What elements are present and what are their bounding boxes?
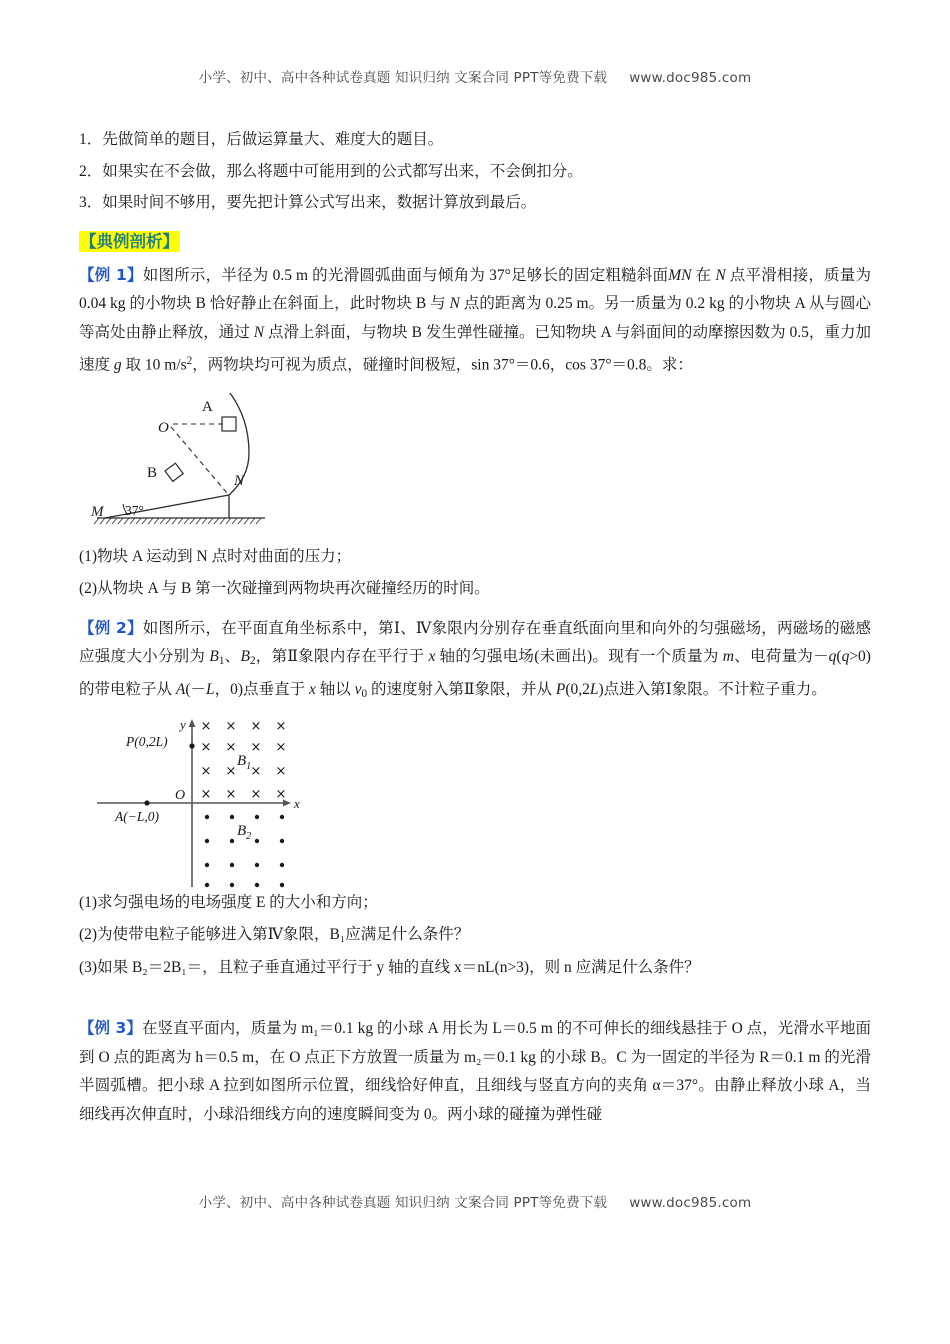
example2-question-1: (1)求匀强电场的电场强度 E 的大小和方向； — [79, 893, 378, 911]
tip-number-2: 2． — [79, 162, 103, 180]
label-B2: $B_2$ — [237, 822, 252, 842]
example2-tag: 【例 2】 — [79, 618, 143, 637]
example2-body-3: ，第Ⅱ象限内存在平行于 — [255, 648, 429, 666]
example1-body-7: ，两物块均可视为质点，碰撞时间极短，sin 37°＝0.6，cos 37°＝0.8。求： — [192, 356, 693, 374]
example2-question-3 — [79, 960, 871, 976]
svg-text:×: × — [275, 786, 287, 802]
svg-text:×: × — [275, 739, 287, 755]
example2-body-1: 如图所示，在平面直角坐标系中，第Ⅰ、Ⅳ象限内分别存在垂直纸面向里和向外的匀强磁场，两磁场的磁感应强度大小分别为 — [79, 619, 871, 666]
example2-B2: B — [240, 648, 250, 666]
tip-number-3: 3． — [79, 194, 103, 211]
example2-body-7: >0)的带电粒子从 — [79, 648, 871, 698]
example2-body-11: 的速度射入第Ⅱ象限，并从 — [367, 680, 556, 698]
figure-incline-arc-svg — [79, 391, 399, 543]
example2-body-9: ，0)点垂直于 — [214, 680, 309, 698]
point-A-label: A(−L,0) — [115, 808, 159, 824]
example2-L: L — [206, 680, 215, 698]
tip-line-1 — [79, 132, 871, 148]
footer-watermark-url: www.doc985.com — [629, 1195, 752, 1211]
label-A: A — [202, 398, 213, 415]
tip-number-1: 1． — [79, 131, 103, 148]
section-title-typical-analysis: 【典例剖析】 — [80, 231, 179, 251]
example2-B2-sub: 2 — [249, 655, 256, 668]
example1-body-2: 在 — [691, 266, 716, 284]
label-N: N — [234, 472, 245, 489]
example1-question-2: (2)从物块 A 与 B 第一次碰撞到两物块再次碰撞经历的时间。 — [79, 580, 490, 598]
svg-text:×: × — [225, 786, 237, 802]
example1-n1: N — [715, 266, 726, 284]
point-P-label: P(0,2L) — [126, 733, 168, 749]
tip-line-2 — [79, 164, 871, 180]
ground-hatching — [94, 518, 261, 524]
footer-watermark — [0, 1191, 950, 1211]
example3-body: 在竖直平面内，质量为 m₁＝0.1 kg 的小球 A 用长为 L＝0.5 m 的不可伸长的细线悬挂于 O 点，光滑水平地面到 O 点的距离为 h＝0.5 m，在 O 点正下方放置一质量为 m₂＝0.1 kg 的小球 B。C 为一固定的半径为 R＝0.1 m 的光滑半圆弧槽。把小球 A 拉到如图所示位置，细线恰好伸直，且细线与竖直方向的夹角 α＝37°。由静止释放小球 A，当细线再次伸直时，小球沿细线方向的速度瞬间变为 0。两小球的碰撞为弹性碰 — [79, 1020, 871, 1123]
svg-text:×: × — [250, 718, 262, 734]
example2-body-12: (0,2 — [565, 680, 590, 698]
example2-body-6: ( — [836, 648, 842, 666]
example2-q2: q — [841, 648, 850, 666]
example2-B1: B — [209, 648, 219, 666]
example2-body-13: )点进入第Ⅰ象限。不计粒子重力。 — [598, 680, 827, 698]
example1-body-6: 取 10 m/s — [121, 356, 187, 374]
example2-B1-sub: 1 — [218, 655, 225, 668]
header-watermark — [0, 66, 950, 86]
svg-text:×: × — [250, 763, 262, 779]
example2-v: v — [354, 680, 362, 698]
example3-paragraph — [79, 1014, 871, 1129]
header-watermark-text: 小学、初中、高中各种试卷真题 知识归纳 文案合同 PPT等免费下载 — [198, 70, 608, 86]
svg-text:×: × — [200, 739, 212, 755]
footer-watermark-text: 小学、初中、高中各种试卷真题 知识归纳 文案合同 PPT等免费下载 — [198, 1195, 608, 1211]
example2-question-2: (2)为使带电粒子能够进入第Ⅳ象限，B₁应满足什么条件？ — [79, 926, 470, 944]
label-M: M — [91, 503, 104, 520]
svg-text:×: × — [275, 718, 287, 734]
document-content — [79, 132, 871, 1129]
svg-text:×: × — [225, 739, 237, 755]
example2-body-2: 、 — [224, 648, 241, 666]
example1-n2: N — [449, 295, 460, 313]
example2-L2: L — [589, 680, 599, 698]
block-B — [165, 463, 183, 481]
svg-text:×: × — [200, 763, 212, 779]
example1-body-1: 如图所示，半径为 0.5 m 的光滑圆弧曲面与倾角为 37°足够长的固定粗糙斜面 — [142, 266, 669, 284]
example2-body-8: (－ — [185, 680, 207, 698]
svg-text:×: × — [250, 739, 262, 755]
svg-text:×: × — [200, 718, 212, 734]
example1-n3: N — [253, 323, 265, 341]
svg-text:×: × — [225, 763, 237, 779]
figure-quadrant-fields — [79, 715, 871, 895]
svg-text:×: × — [275, 763, 287, 779]
tip-text-3: 如果时间不够用，要先把计算公式写出来，数据计算放到最后。 — [102, 194, 537, 211]
svg-text:×: × — [200, 786, 212, 802]
label-B: B — [147, 464, 158, 481]
example1-body-4: 点的距离为 0.25 m。另一质量为 0.2 kg 的小物块 A 从与圆心等高处由静止释放，通过 — [79, 295, 871, 341]
svg-text:×: × — [250, 786, 262, 802]
example2-P: P — [555, 680, 566, 698]
axis-y-arrowhead — [189, 719, 196, 727]
label-angle-37: 37° — [125, 502, 144, 518]
example2-x2: x — [308, 680, 316, 698]
example2-A: A — [175, 680, 186, 698]
axis-y-label: y — [180, 716, 186, 732]
example1-exponent: 2 — [186, 355, 193, 368]
example2-question-3-text: (3)如果 B₂＝2B₁＝，且粒子垂直通过平行于 y 轴的直线 x＝nL(n>3)，则 n 应满足什么条件？ — [79, 958, 700, 976]
point-A-marker — [144, 800, 149, 805]
tip-text-1: 先做简单的题目，后做运算量大、难度大的题目。 — [102, 131, 444, 148]
example1-paragraph — [79, 261, 871, 381]
origin-label: O — [175, 787, 186, 803]
point-P-marker — [189, 743, 194, 748]
example3-tag: 【例 3】 — [79, 1019, 142, 1038]
example2-m: m — [722, 648, 734, 666]
svg-text:×: × — [225, 718, 237, 734]
tip-text-2: 如果实在不会做，那么将题中可能用到的公式都写出来，不会倒扣分。 — [102, 162, 583, 180]
example1-body-5: 点滑上斜面，与物块 B 发生弹性碰撞。已知物块 A 与斜面间的动摩擦因数为 0.5，重力加速度 — [79, 323, 871, 374]
figure-incline-arc — [79, 391, 871, 543]
example2-body-4: 轴的匀强电场(未画出)。现有一个质量为 — [435, 648, 723, 666]
example1-mn: MN — [668, 266, 692, 284]
tip-line-3 — [79, 195, 871, 211]
label-B1: $B_1$ — [237, 752, 252, 772]
figure-quadrant-fields-svg — [79, 715, 399, 895]
label-O: O — [158, 419, 169, 436]
dashed-radius-to-N — [171, 427, 227, 493]
example1-question-1: (1)物块 A 运动到 N 点时对曲面的压力； — [79, 547, 352, 565]
example1-g: g — [113, 356, 122, 374]
example2-q: q — [828, 648, 837, 666]
example2-body-10: 轴以 — [315, 680, 355, 698]
header-watermark-url: www.doc985.com — [629, 70, 752, 86]
example1-tag: 【例 1】 — [79, 265, 143, 284]
axis-x-label: x — [294, 795, 300, 811]
example2-body-5: 、电荷量为－ — [733, 648, 829, 666]
spacer-before-example3 — [79, 992, 871, 1014]
example2-paragraph — [79, 614, 871, 709]
example2-v-sub: 0 — [361, 687, 368, 700]
example2-x: x — [428, 648, 436, 666]
example1-body-3: 点平滑相接，质量为 0.04 kg 的小物块 B 恰好静止在斜面上，此时物块 B 与 — [79, 266, 871, 313]
